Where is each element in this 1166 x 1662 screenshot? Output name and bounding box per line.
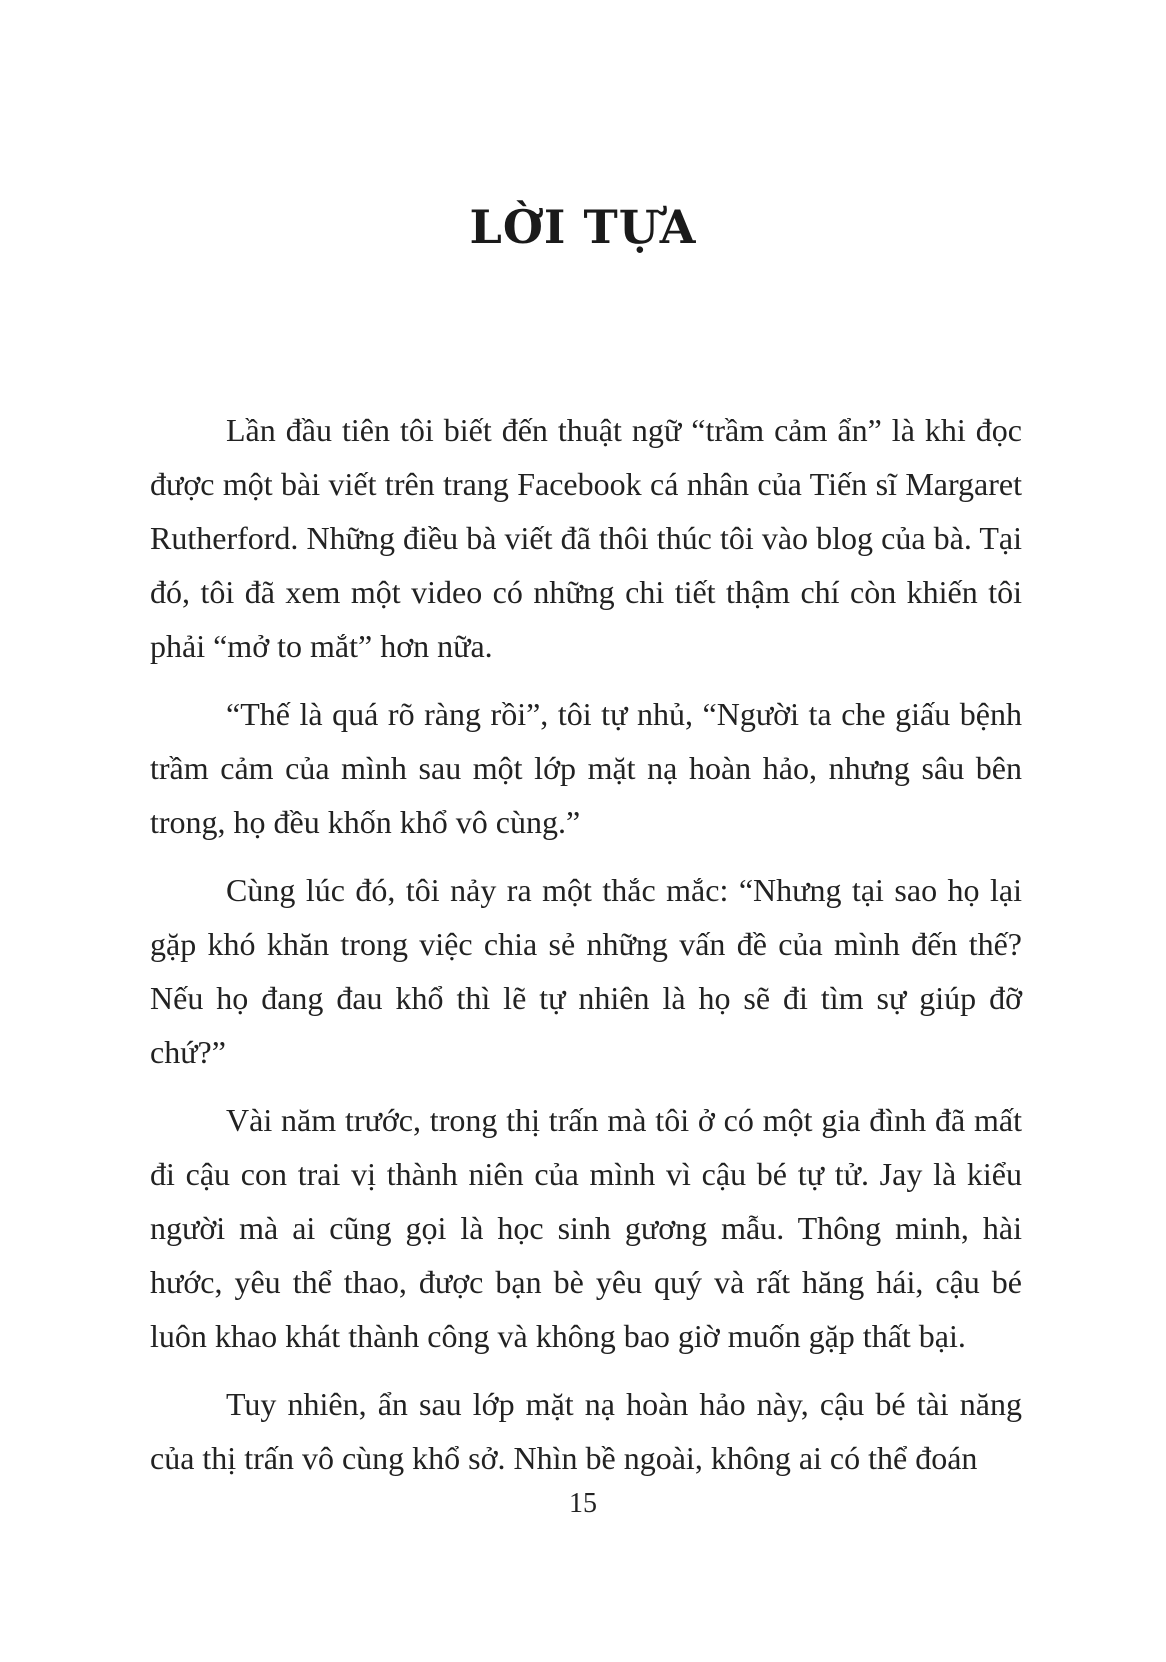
- paragraph: Lần đầu tiên tôi biết đến thuật ngữ “trầm cảm ẩn” là khi đọc được một bài viết trên trang Facebook cá nhân của Tiến sĩ Margaret Rutherford. Những điều bà viết đã thôi thúc tôi vào blog của bà. Tại đó, tôi đã xem một video có những chi tiết thậm chí còn khiến tôi phải “mở to mắt” hơn nữa.: [150, 412, 1022, 664]
- paragraph: “Thế là quá rõ ràng rồi”, tôi tự nhủ, “Người ta che giấu bệnh trầm cảm của mình sau một lớp mặt nạ hoàn hảo, nhưng sâu bên trong, họ đều khốn khổ vô cùng.”: [150, 696, 1022, 840]
- chapter-title: LỜI TỰA: [469, 200, 697, 254]
- paragraph: Vài năm trước, trong thị trấn mà tôi ở có một gia đình đã mất đi cậu con trai vị thành niên của mình vì cậu bé tự tử. Jay là kiểu người mà ai cũng gọi là học sinh gương mẫu. Thông minh, hài hước, yêu thể thao, được bạn bè yêu quý và rất hăng hái, cậu bé luôn khao khát thành công và không bao giờ muốn gặp thất bại.: [150, 1102, 1022, 1354]
- paragraph: Cùng lúc đó, tôi nảy ra một thắc mắc: “Nhưng tại sao họ lại gặp khó khăn trong việc chia sẻ những vấn đề của mình đến thế? Nếu họ đang đau khổ thì lẽ tự nhiên là họ sẽ đi tìm sự giúp đỡ chứ?”: [150, 872, 1022, 1070]
- paragraph: Tuy nhiên, ẩn sau lớp mặt nạ hoàn hảo này, cậu bé tài năng của thị trấn vô cùng khổ sở. Nhìn bề ngoài, không ai có thể đoán: [150, 1386, 1022, 1476]
- body-text: [150, 403, 1022, 1499]
- page-number: 15: [569, 1488, 597, 1519]
